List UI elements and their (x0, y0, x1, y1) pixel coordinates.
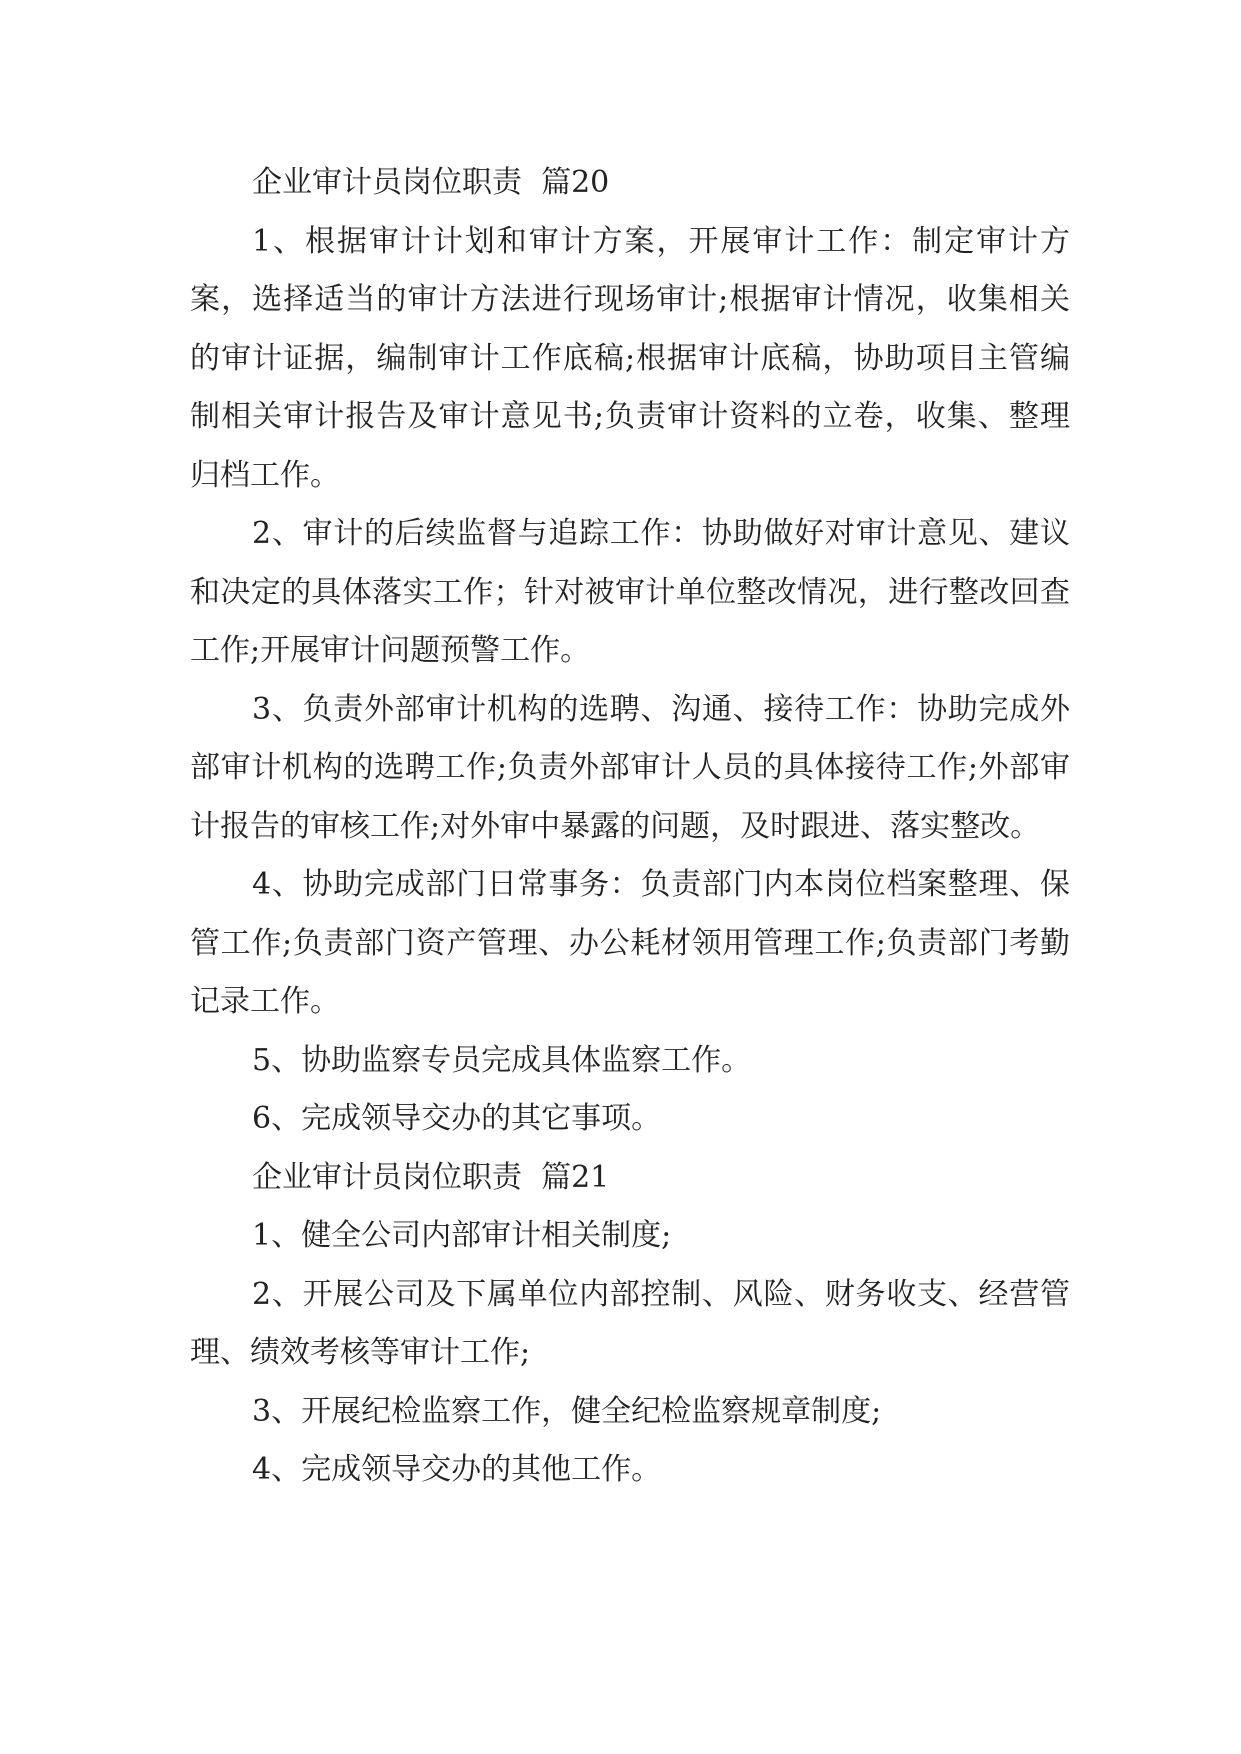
section-heading-21: 企业审计员岗位职责 篇21 (252, 1159, 610, 1195)
list-item: 1、健全公司内部审计相关制度; (252, 1218, 672, 1253)
list-item: 4、完成领导交办的其他工作。 (252, 1452, 662, 1487)
list-item: 3、负责外部审计机构的选聘、沟通、接待工作：协助完成外部审计机构的选聘工作;负责外部审计人员的具体接待工作;外部审计报告的审核工作;对外审中暴露的问题，及时跟进、落实整改。 (190, 691, 1070, 844)
section-heading-20: 企业审计员岗位职责 篇20 (252, 165, 610, 200)
list-item: 2、开展公司及下属单位内部控制、风险、财务收支、经营管理、绩效考核等审计工作; (190, 1276, 1070, 1370)
list-item: 3、开展纪检监察工作，健全纪检监察规章制度; (252, 1393, 882, 1429)
list-item: 4、协助完成部门日常事务：负责部门内本岗位档案整理、保管工作;负责部门资产管理、办公耗材领用管理工作;负责部门考勤记录工作。 (190, 867, 1070, 1019)
list-item: 6、完成领导交办的其它事项。 (252, 1101, 662, 1136)
list-item: 2、审计的后续监督与追踪工作：协助做好对审计意见、建议和决定的具体落实工作；针对被审计单位整改情况，进行整改回查工作;开展审计问题预警工作。 (190, 516, 1070, 668)
list-item: 1、根据审计计划和审计方案，开展审计工作：制定审计方案，选择适当的审计方法进行现场审计;根据审计情况，收集相关的审计证据，编制审计工作底稿;根据审计底稿，协助项目主管编制相关审计报告及审计意见书;负责审计资料的立卷，收集、整理归档工作。 (190, 223, 1070, 493)
list-item: 5、协助监察专员完成具体监察工作。 (252, 1042, 752, 1078)
document-body (190, 154, 1070, 1500)
